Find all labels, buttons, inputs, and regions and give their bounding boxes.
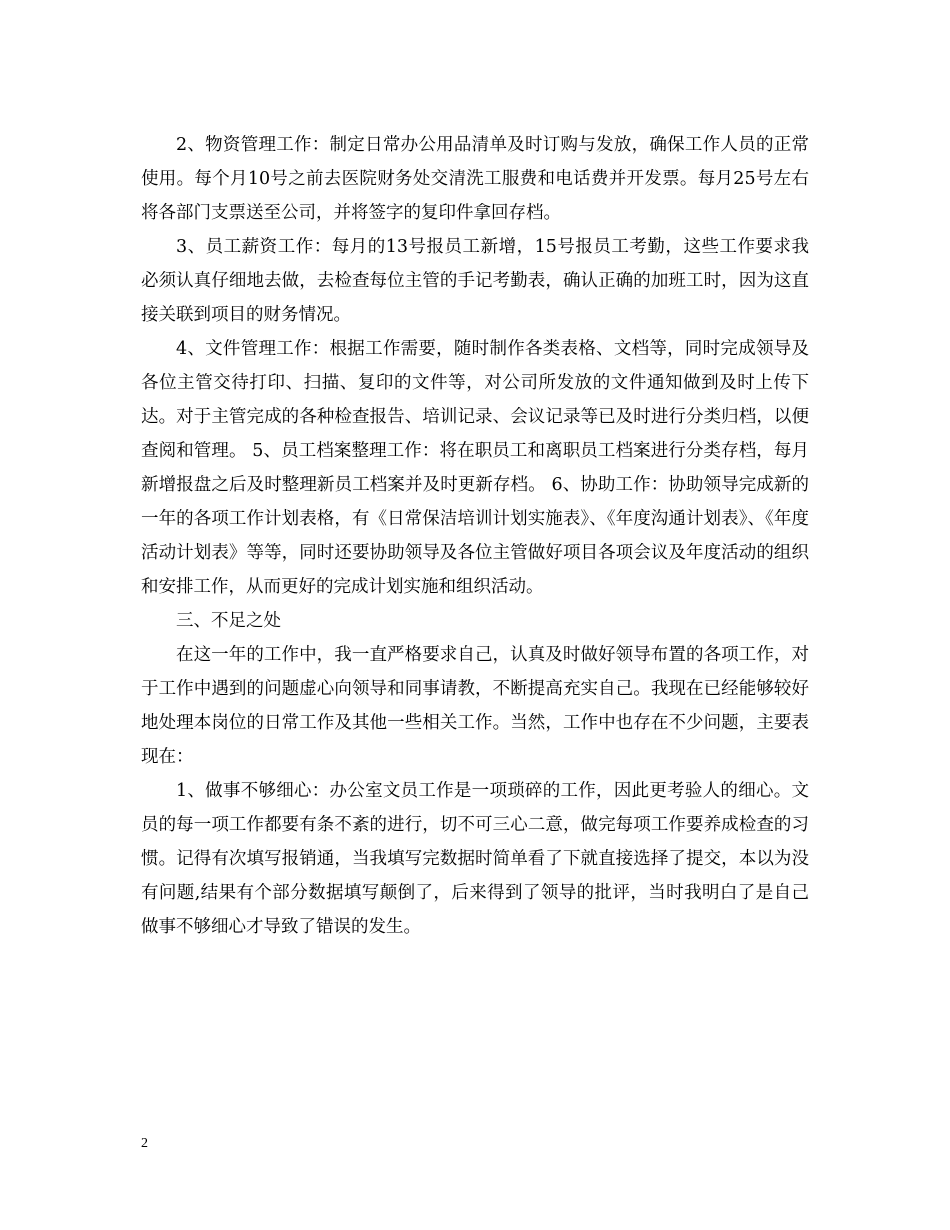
section-heading-shortcomings: 三、不足之处 [176, 611, 281, 631]
paragraph-file-management: 4、文件管理工作：根据工作需要，随时制作各类表格、文档等，同时完成领导及各位主管交待打印、扫描、复印的文件等，对公司所发放的文件通知做到及时上传下达。对于主管完成的各种检查报告、培训记录、会议记录等已及时进行分类归档，以便查阅和管理。 5、员工档案整理工作：将在职员工和离职员工档案进行分类存档，每月新增报盘之后及时整理新员工档案并及时更新存档。 6、协助工作：协助领导完成新的一年的各项工作计划表格，有《日常保洁培训计划实施表》、《年度沟通计划表》、《年度活动计划表》等等，同时还要协助领导及各位主管做好项目各项会议及年度活动的组织和安排工作，从而更好的完成计划实施和组织活动。 [141, 339, 809, 597]
paragraph-not-careful: 1、做事不够细心：办公室文员工作是一项琐碎的工作，因此更考验人的细心。文员的每一项工作都要有条不紊的进行，切不可三心二意，做完每项工作要养成检查的习惯。记得有次填写报销通，当我填写完数据时简单看了下就直接选择了提交，本以为没有问题,结果有个部分数据填写颠倒了，后来得到了领导的批评，当时我明白了是自己做事不够细心才导致了错误的发生。 [141, 781, 809, 937]
paragraph-material-management: 2、物资管理工作：制定日常办公用品清单及时订购与发放，确保工作人员的正常使用。每个月10号之前去医院财务处交清洗工服费和电话费并开发票。每月25号左右将各部门支票送至公司，并将签字的复印件拿回存档。 [141, 135, 809, 223]
document-body [141, 128, 809, 944]
paragraph-year-review: 在这一年的工作中，我一直严格要求自己，认真及时做好领导布置的各项工作，对于工作中遇到的问题虚心向领导和同事请教，不断提高充实自己。我现在已经能够较好地处理本岗位的日常工作及其他一些相关工作。当然，工作中也存在不少问题，主要表现在： [141, 645, 809, 767]
page-number: 2 [141, 1136, 148, 1151]
paragraph-salary-work: 3、员工薪资工作：每月的13号报员工新增，15号报员工考勤，这些工作要求我必须认真仔细地去做，去检查每位主管的手记考勤表，确认正确的加班工时，因为这直接关联到项目的财务情况。 [141, 237, 809, 325]
